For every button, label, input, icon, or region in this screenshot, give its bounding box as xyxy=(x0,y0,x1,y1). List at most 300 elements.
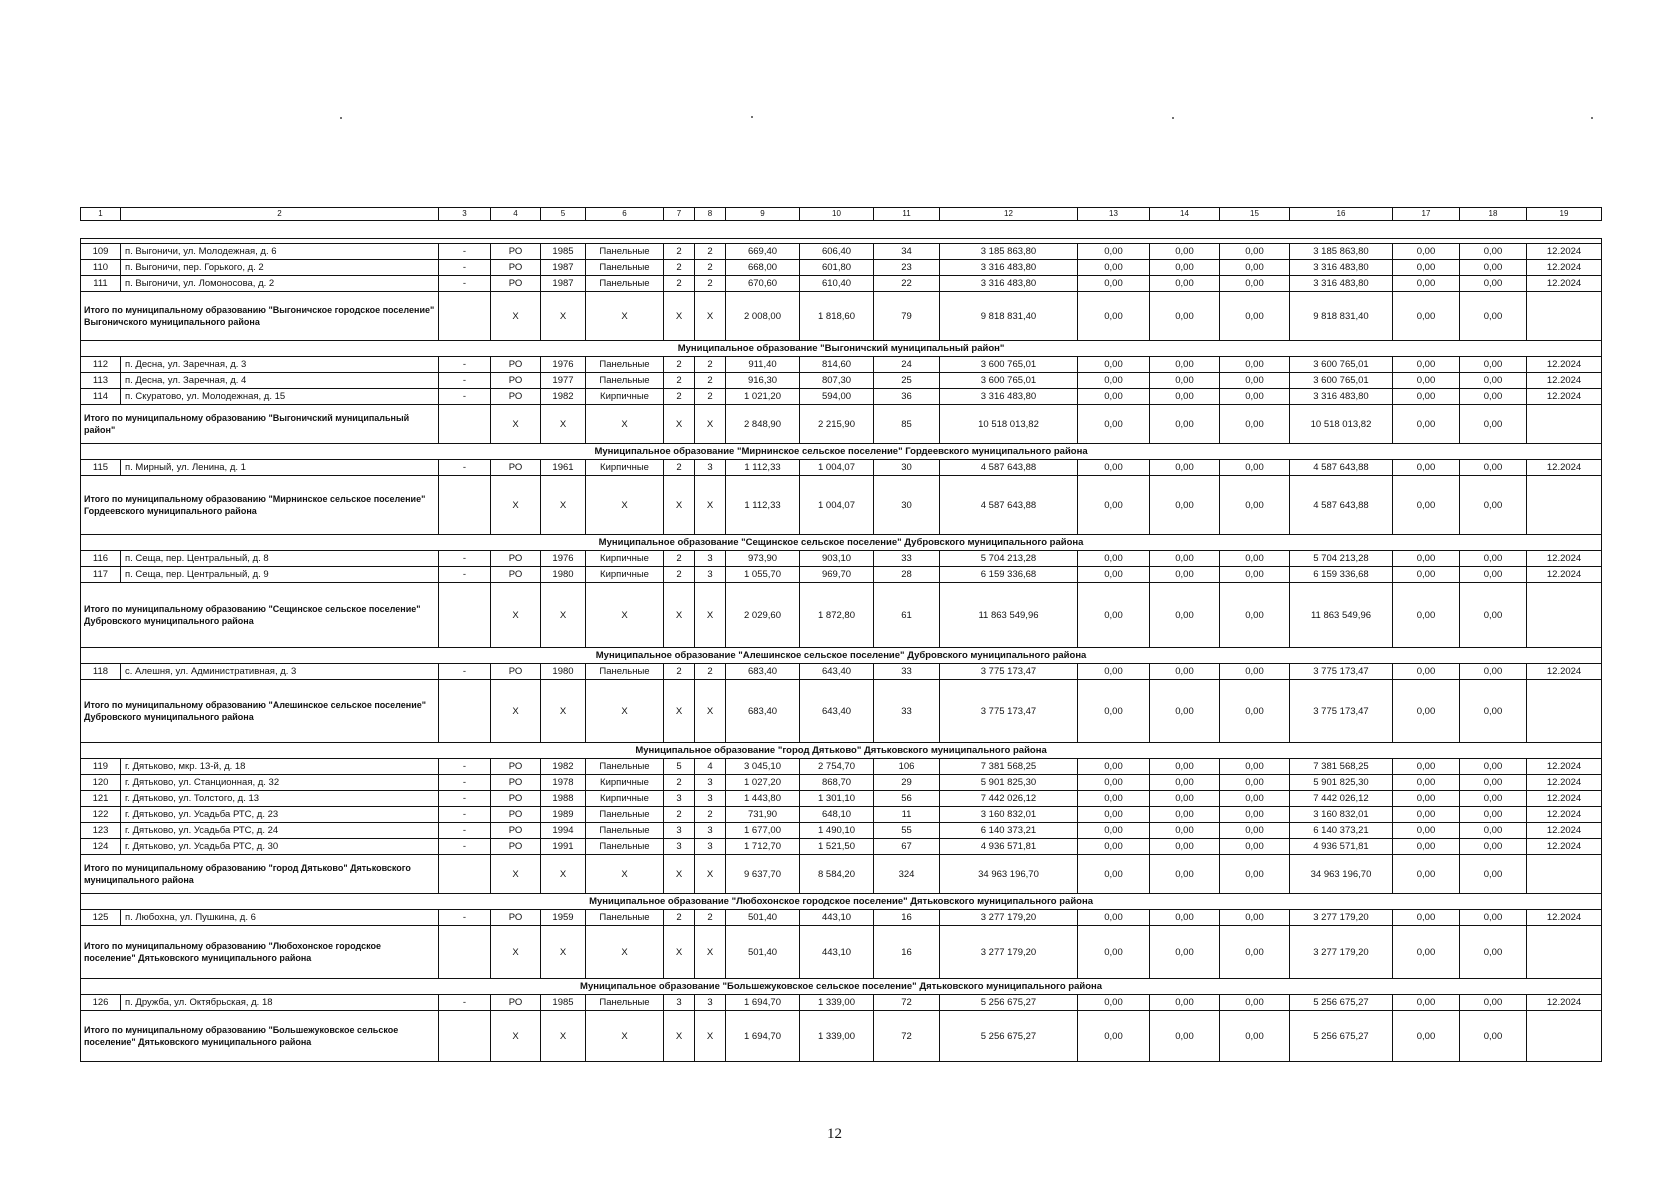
table-cell: 868,70 xyxy=(800,775,874,791)
table-cell: 0,00 xyxy=(1393,910,1460,926)
total-cell: X xyxy=(664,1011,695,1062)
column-number-12: 12 xyxy=(940,208,1078,221)
column-number-17: 17 xyxy=(1393,208,1460,221)
table-cell: 643,40 xyxy=(800,664,874,680)
table-cell: 0,00 xyxy=(1393,664,1460,680)
row-number: 110 xyxy=(81,260,121,276)
table-cell: 0,00 xyxy=(1220,260,1290,276)
total-label: Итого по муниципальному образованию "Большежуковское сельское поселение" Дятьковского муниципального района xyxy=(81,1011,439,1062)
table-cell: 12.2024 xyxy=(1527,807,1602,823)
table-cell: Панельные xyxy=(586,910,664,926)
total-cell: 1 694,70 xyxy=(726,1011,800,1062)
table-cell: 0,00 xyxy=(1078,276,1150,292)
row-number: 111 xyxy=(81,276,121,292)
table-cell: - xyxy=(439,910,491,926)
table-cell: 0,00 xyxy=(1460,460,1527,476)
total-cell: 0,00 xyxy=(1460,680,1527,743)
table-cell: 3 600 765,01 xyxy=(1290,373,1393,389)
table-cell: 2 xyxy=(695,244,726,260)
housing-repair-table xyxy=(80,238,1602,1062)
table-cell: РО xyxy=(491,775,541,791)
total-cell: 501,40 xyxy=(726,926,800,979)
table-cell: - xyxy=(439,551,491,567)
table-cell: 12.2024 xyxy=(1527,995,1602,1011)
table-cell: 0,00 xyxy=(1220,389,1290,405)
total-cell: 2 008,00 xyxy=(726,292,800,341)
total-cell: X xyxy=(491,292,541,341)
address-cell: п. Выгоничи, ул. Ломоносова, д. 2 xyxy=(121,276,439,292)
table-cell: 0,00 xyxy=(1078,775,1150,791)
table-cell: - xyxy=(439,995,491,1011)
total-cell xyxy=(1527,680,1602,743)
table-cell: 12.2024 xyxy=(1527,357,1602,373)
table-cell: 2 xyxy=(664,910,695,926)
table-cell: Панельные xyxy=(586,260,664,276)
table-cell: 1980 xyxy=(541,664,586,680)
table-cell: 7 442 026,12 xyxy=(940,791,1078,807)
table-cell: 6 159 336,68 xyxy=(940,567,1078,583)
section-title: Муниципальное образование "Мирнинское сельское поселение" Гордеевского муниципального района xyxy=(81,444,1602,460)
total-cell: 4 587 643,88 xyxy=(940,476,1078,535)
table-row xyxy=(81,357,1602,373)
table-cell: 6 140 373,21 xyxy=(940,823,1078,839)
total-cell xyxy=(1527,583,1602,648)
table-cell: 0,00 xyxy=(1460,839,1527,855)
table-cell: 2 xyxy=(664,567,695,583)
total-cell xyxy=(1527,292,1602,341)
total-cell: 34 963 196,70 xyxy=(1290,855,1393,894)
total-label: Итого по муниципальному образованию "Сещинское сельское поселение" Дубровского муниципального района xyxy=(81,583,439,648)
table-cell: Кирпичные xyxy=(586,389,664,405)
total-cell: 0,00 xyxy=(1220,926,1290,979)
table-cell: 2 xyxy=(664,389,695,405)
row-number: 126 xyxy=(81,995,121,1011)
total-cell: 2 848,90 xyxy=(726,405,800,444)
table-cell: 0,00 xyxy=(1220,823,1290,839)
total-cell: X xyxy=(541,405,586,444)
table-cell: 1 004,07 xyxy=(800,460,874,476)
table-cell: 0,00 xyxy=(1220,839,1290,855)
address-cell: п. Мирный, ул. Ленина, д. 1 xyxy=(121,460,439,476)
table-cell: 0,00 xyxy=(1150,244,1220,260)
table-cell: 0,00 xyxy=(1393,373,1460,389)
table-cell: 731,90 xyxy=(726,807,800,823)
total-cell: 0,00 xyxy=(1220,855,1290,894)
table-cell: 0,00 xyxy=(1220,357,1290,373)
total-label: Итого по муниципальному образованию "город Дятьково" Дятьковского муниципального района xyxy=(81,855,439,894)
total-cell: X xyxy=(695,292,726,341)
address-cell: п. Сеща, пер. Центральный, д. 8 xyxy=(121,551,439,567)
table-cell: 2 xyxy=(664,807,695,823)
table-cell: - xyxy=(439,839,491,855)
table-cell: 1982 xyxy=(541,759,586,775)
row-number: 120 xyxy=(81,775,121,791)
table-cell: 3 316 483,80 xyxy=(940,260,1078,276)
table-cell: 3 277 179,20 xyxy=(940,910,1078,926)
table-cell: 3 316 483,80 xyxy=(1290,389,1393,405)
table-cell: 669,40 xyxy=(726,244,800,260)
table-cell: 3 775 173,47 xyxy=(940,664,1078,680)
table-cell: 903,10 xyxy=(800,551,874,567)
table-row xyxy=(81,910,1602,926)
address-cell: г. Дятьково, ул. Усадьба РТС, д. 23 xyxy=(121,807,439,823)
table-cell: 2 xyxy=(695,357,726,373)
empty-cell xyxy=(439,476,491,535)
table-cell: 3 277 179,20 xyxy=(1290,910,1393,926)
total-cell: X xyxy=(695,926,726,979)
table-cell: - xyxy=(439,357,491,373)
table-cell: Панельные xyxy=(586,807,664,823)
total-cell: 0,00 xyxy=(1150,855,1220,894)
row-number: 125 xyxy=(81,910,121,926)
table-cell: 814,60 xyxy=(800,357,874,373)
table-cell: 0,00 xyxy=(1393,839,1460,855)
table-cell: 1 112,33 xyxy=(726,460,800,476)
section-header xyxy=(81,979,1602,995)
table-cell: 2 xyxy=(695,910,726,926)
table-cell: Панельные xyxy=(586,244,664,260)
table-cell: 3 xyxy=(664,791,695,807)
table-cell: 0,00 xyxy=(1078,567,1150,583)
total-row xyxy=(81,292,1602,341)
table-cell: 30 xyxy=(874,460,940,476)
table-cell: 12.2024 xyxy=(1527,276,1602,292)
total-cell: X xyxy=(664,680,695,743)
total-cell: 0,00 xyxy=(1220,405,1290,444)
table-cell: 0,00 xyxy=(1150,759,1220,775)
table-cell: РО xyxy=(491,823,541,839)
table-cell: 3 316 483,80 xyxy=(1290,260,1393,276)
column-number-10: 10 xyxy=(800,208,874,221)
total-cell: X xyxy=(541,1011,586,1062)
table-cell: 2 xyxy=(695,807,726,823)
total-cell: 0,00 xyxy=(1220,583,1290,648)
total-cell: X xyxy=(491,855,541,894)
table-cell: - xyxy=(439,276,491,292)
total-cell: 0,00 xyxy=(1078,926,1150,979)
table-cell: 0,00 xyxy=(1460,389,1527,405)
table-cell: 3 xyxy=(695,791,726,807)
total-cell: 1 872,80 xyxy=(800,583,874,648)
table-cell: 12.2024 xyxy=(1527,567,1602,583)
table-cell: 0,00 xyxy=(1460,759,1527,775)
total-label: Итого по муниципальному образованию "Любохонское городское поселение" Дятьковского муниципального района xyxy=(81,926,439,979)
total-cell: 0,00 xyxy=(1393,1011,1460,1062)
table-cell: 2 xyxy=(664,373,695,389)
table-cell: 12.2024 xyxy=(1527,373,1602,389)
table-cell: 23 xyxy=(874,260,940,276)
table-cell: 3 xyxy=(695,995,726,1011)
table-cell: 0,00 xyxy=(1220,276,1290,292)
table-cell: 1 027,20 xyxy=(726,775,800,791)
total-cell: 4 587 643,88 xyxy=(1290,476,1393,535)
address-cell: с. Алешня, ул. Административная, д. 3 xyxy=(121,664,439,680)
column-number-9: 9 xyxy=(726,208,800,221)
scan-speck xyxy=(751,116,753,118)
column-number-2: 2 xyxy=(121,208,439,221)
table-cell: 0,00 xyxy=(1220,244,1290,260)
table-cell: 0,00 xyxy=(1150,389,1220,405)
table-cell: 12.2024 xyxy=(1527,460,1602,476)
total-cell: X xyxy=(586,680,664,743)
table-cell: 0,00 xyxy=(1150,567,1220,583)
table-cell: 0,00 xyxy=(1078,260,1150,276)
table-cell: 2 xyxy=(695,260,726,276)
total-cell: X xyxy=(541,855,586,894)
table-cell: 12.2024 xyxy=(1527,551,1602,567)
table-cell: 1976 xyxy=(541,551,586,567)
table-cell: 5 704 213,28 xyxy=(940,551,1078,567)
table-cell: - xyxy=(439,759,491,775)
table-cell: 683,40 xyxy=(726,664,800,680)
total-cell: 9 818 831,40 xyxy=(1290,292,1393,341)
table-cell: 1994 xyxy=(541,823,586,839)
table-cell: 0,00 xyxy=(1460,244,1527,260)
total-cell: 85 xyxy=(874,405,940,444)
table-cell: 2 xyxy=(664,664,695,680)
row-number: 119 xyxy=(81,759,121,775)
empty-cell xyxy=(439,855,491,894)
total-cell: 0,00 xyxy=(1393,855,1460,894)
table-cell: 0,00 xyxy=(1393,551,1460,567)
table-cell: 6 159 336,68 xyxy=(1290,567,1393,583)
total-cell: 0,00 xyxy=(1220,476,1290,535)
total-cell: 2 215,90 xyxy=(800,405,874,444)
total-cell: 1 818,60 xyxy=(800,292,874,341)
column-number-13: 13 xyxy=(1078,208,1150,221)
table-cell: 0,00 xyxy=(1220,910,1290,926)
total-cell: X xyxy=(664,855,695,894)
table-cell: 5 256 675,27 xyxy=(1290,995,1393,1011)
total-cell: 3 277 179,20 xyxy=(940,926,1078,979)
total-cell: 0,00 xyxy=(1393,405,1460,444)
table-cell: Панельные xyxy=(586,759,664,775)
table-row xyxy=(81,373,1602,389)
table-cell: 1985 xyxy=(541,244,586,260)
table-cell: 67 xyxy=(874,839,940,855)
total-cell: 0,00 xyxy=(1393,926,1460,979)
section-title: Муниципальное образование "Алешинское сельское поселение" Дубровского муниципального района xyxy=(81,648,1602,664)
total-label: Итого по муниципальному образованию "Выгоничский муниципальный район" xyxy=(81,405,439,444)
table-cell: 0,00 xyxy=(1150,791,1220,807)
table-cell: 0,00 xyxy=(1393,567,1460,583)
table-cell: 7 381 568,25 xyxy=(1290,759,1393,775)
total-label: Итого по муниципальному образованию "Алешинское сельское поселение" Дубровского муниципального района xyxy=(81,680,439,743)
total-cell: 0,00 xyxy=(1150,405,1220,444)
section-title: Муниципальное образование "Любохонское городское поселение" Дятьковского муниципального района xyxy=(81,894,1602,910)
table-cell: 4 936 571,81 xyxy=(1290,839,1393,855)
total-cell: 643,40 xyxy=(800,680,874,743)
table-cell: 24 xyxy=(874,357,940,373)
table-cell: 12.2024 xyxy=(1527,910,1602,926)
table-cell: 1 301,10 xyxy=(800,791,874,807)
table-row xyxy=(81,775,1602,791)
row-number: 115 xyxy=(81,460,121,476)
table-row xyxy=(81,995,1602,1011)
table-cell: РО xyxy=(491,664,541,680)
table-row xyxy=(81,244,1602,260)
table-cell: 0,00 xyxy=(1393,460,1460,476)
column-number-18: 18 xyxy=(1460,208,1527,221)
table-cell: 6 140 373,21 xyxy=(1290,823,1393,839)
row-number: 122 xyxy=(81,807,121,823)
table-cell: 0,00 xyxy=(1220,759,1290,775)
total-cell: 33 xyxy=(874,680,940,743)
total-cell: X xyxy=(695,855,726,894)
total-cell xyxy=(1527,855,1602,894)
table-row xyxy=(81,260,1602,276)
table-cell: 0,00 xyxy=(1220,807,1290,823)
table-cell: 0,00 xyxy=(1220,775,1290,791)
column-number-8: 8 xyxy=(695,208,726,221)
table-cell: РО xyxy=(491,759,541,775)
table-cell: 3 600 765,01 xyxy=(1290,357,1393,373)
table-cell: 0,00 xyxy=(1150,460,1220,476)
table-cell: 1976 xyxy=(541,357,586,373)
table-cell: - xyxy=(439,807,491,823)
section-title: Муниципальное образование "город Дятьково" Дятьковского муниципального района xyxy=(81,743,1602,759)
column-number-4: 4 xyxy=(491,208,541,221)
table-cell: 0,00 xyxy=(1393,995,1460,1011)
column-number-16: 16 xyxy=(1290,208,1393,221)
table-cell: 4 587 643,88 xyxy=(1290,460,1393,476)
address-cell: г. Дятьково, ул. Станционная, д. 32 xyxy=(121,775,439,791)
total-cell: X xyxy=(541,926,586,979)
table-cell: 2 xyxy=(664,460,695,476)
table-cell: 3 185 863,80 xyxy=(1290,244,1393,260)
total-row xyxy=(81,926,1602,979)
table-cell: 0,00 xyxy=(1220,373,1290,389)
table-cell: 2 xyxy=(664,260,695,276)
section-header xyxy=(81,341,1602,357)
column-number-15: 15 xyxy=(1220,208,1290,221)
table-row xyxy=(81,389,1602,405)
row-number: 113 xyxy=(81,373,121,389)
table-cell: 12.2024 xyxy=(1527,260,1602,276)
total-cell: X xyxy=(491,680,541,743)
table-cell: 1980 xyxy=(541,567,586,583)
page-number: 12 xyxy=(827,1126,842,1142)
row-number: 121 xyxy=(81,791,121,807)
total-cell: X xyxy=(541,292,586,341)
total-row xyxy=(81,476,1602,535)
table-cell: 969,70 xyxy=(800,567,874,583)
table-cell: 1 677,00 xyxy=(726,823,800,839)
table-cell: 72 xyxy=(874,995,940,1011)
table-cell: 911,40 xyxy=(726,357,800,373)
total-cell: X xyxy=(695,680,726,743)
table-cell: 2 xyxy=(664,244,695,260)
table-cell: 3 xyxy=(695,460,726,476)
total-row xyxy=(81,680,1602,743)
table-cell: 0,00 xyxy=(1078,357,1150,373)
section-header xyxy=(81,743,1602,759)
section-title: Муниципальное образование "Большежуковское сельское поселение" Дятьковского муниципального района xyxy=(81,979,1602,995)
table-cell: РО xyxy=(491,839,541,855)
table-cell: РО xyxy=(491,460,541,476)
table-cell: 1 694,70 xyxy=(726,995,800,1011)
total-cell: X xyxy=(491,926,541,979)
section-header xyxy=(81,894,1602,910)
total-cell: 0,00 xyxy=(1150,583,1220,648)
table-cell: Кирпичные xyxy=(586,551,664,567)
table-cell: 0,00 xyxy=(1078,995,1150,1011)
address-cell: г. Дятьково, мкр. 13-й, д. 18 xyxy=(121,759,439,775)
empty-cell xyxy=(439,292,491,341)
table-cell: - xyxy=(439,460,491,476)
table-cell: 2 xyxy=(664,775,695,791)
table-cell: 5 901 825,30 xyxy=(1290,775,1393,791)
table-cell: 2 754,70 xyxy=(800,759,874,775)
table-cell: 2 xyxy=(664,551,695,567)
scan-speck xyxy=(1591,117,1593,119)
table-cell: 12.2024 xyxy=(1527,839,1602,855)
total-cell: 0,00 xyxy=(1460,292,1527,341)
table-cell: 0,00 xyxy=(1150,357,1220,373)
table-row xyxy=(81,839,1602,855)
row-number: 109 xyxy=(81,244,121,260)
total-cell: 0,00 xyxy=(1150,680,1220,743)
address-cell: п. Десна, ул. Заречная, д. 4 xyxy=(121,373,439,389)
column-number-11: 11 xyxy=(874,208,940,221)
table-cell: 12.2024 xyxy=(1527,823,1602,839)
total-cell: 0,00 xyxy=(1460,476,1527,535)
table-cell: РО xyxy=(491,567,541,583)
table-row xyxy=(81,759,1602,775)
table-cell: 3 xyxy=(695,823,726,839)
total-cell: 0,00 xyxy=(1150,1011,1220,1062)
table-cell: 0,00 xyxy=(1078,244,1150,260)
table-cell: 2 xyxy=(695,389,726,405)
table-row xyxy=(81,823,1602,839)
table-cell: 0,00 xyxy=(1460,995,1527,1011)
table-cell: РО xyxy=(491,357,541,373)
row-number: 112 xyxy=(81,357,121,373)
table-cell: 3 xyxy=(695,839,726,855)
total-cell: X xyxy=(586,476,664,535)
table-cell: 3 600 765,01 xyxy=(940,373,1078,389)
total-cell: X xyxy=(664,926,695,979)
total-row xyxy=(81,1011,1602,1062)
total-cell: 9 818 831,40 xyxy=(940,292,1078,341)
table-cell: 3 xyxy=(664,995,695,1011)
total-cell: 5 256 675,27 xyxy=(940,1011,1078,1062)
table-cell: Панельные xyxy=(586,664,664,680)
table-cell: 5 704 213,28 xyxy=(1290,551,1393,567)
table-cell: 3 316 483,80 xyxy=(940,389,1078,405)
total-cell: 443,10 xyxy=(800,926,874,979)
total-cell: 0,00 xyxy=(1393,680,1460,743)
table-cell: 12.2024 xyxy=(1527,664,1602,680)
table-cell: - xyxy=(439,244,491,260)
total-cell: 9 637,70 xyxy=(726,855,800,894)
total-label: Итого по муниципальному образованию "Мирнинское сельское поселение" Гордеевского муниципального района xyxy=(81,476,439,535)
table-cell: 3 045,10 xyxy=(726,759,800,775)
table-cell: 670,60 xyxy=(726,276,800,292)
table-cell: 3 775 173,47 xyxy=(1290,664,1393,680)
table-cell: 648,10 xyxy=(800,807,874,823)
total-cell: 0,00 xyxy=(1078,292,1150,341)
table-cell: 0,00 xyxy=(1460,567,1527,583)
table-cell: - xyxy=(439,373,491,389)
table-cell: 0,00 xyxy=(1393,357,1460,373)
table-cell: 0,00 xyxy=(1460,823,1527,839)
table-cell: 0,00 xyxy=(1393,775,1460,791)
table-cell: 56 xyxy=(874,791,940,807)
table-cell: Панельные xyxy=(586,995,664,1011)
table-cell: 0,00 xyxy=(1460,551,1527,567)
total-cell: 0,00 xyxy=(1078,680,1150,743)
